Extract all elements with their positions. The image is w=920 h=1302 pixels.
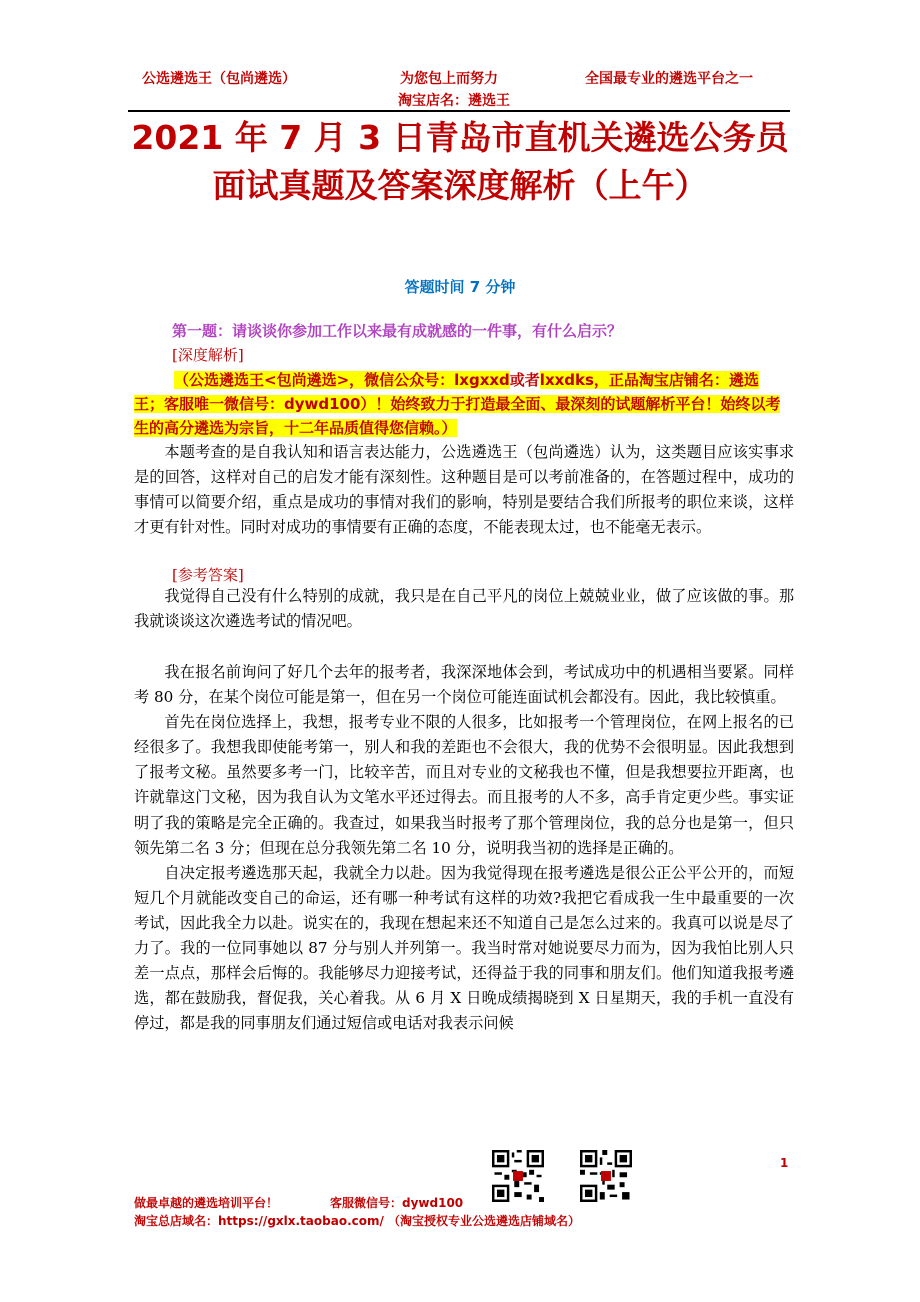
footer-domain-link[interactable]: 淘宝总店域名：https://gxlx.taobao.com/ （淘宝授权专业公选遴选店铺域名） <box>134 1214 581 1228</box>
question-text: 第一题：请谈谈你参加工作以来最有成就感的一件事，有什么启示？ <box>172 322 623 340</box>
title-line-2: 面试真题及答案深度解析（上午） <box>212 166 708 205</box>
analysis-paragraph: 本题考查的是自我认知和语言表达能力，公选遴选王（包尚遴选）认为，这类题目应该实事求是的回答，这样对自己的启发才能有深刻性。这种题目是可以考前准备的，在答题过程中，成功的事情可以简要介绍，重点是成功的事情对我们的影响，特别是要结合我们所报考的职位来谈，这样才更有针对性。同时对成功的事情要有正确的态度，不能表现太过，也不能毫无表示。 <box>134 443 794 537</box>
header-left: 公选遴选王（包尚遴选） <box>142 71 296 87</box>
qr-code-icon <box>580 1150 632 1202</box>
answer-paragraph: 首先在岗位选择上，我想，报考专业不限的人很多，比如报考一个管理岗位，在网上报名的已经很多了。我想我即使能考第一，别人和我的差距也不会很大，我的优势不会很明显。因此我想到了报考文秘。虽然要多考一门，比较辛苦，而且对专业的文秘我也不懂，但是我想要拉开距离，也许就靠这门文秘，因为我自认为文笔水平还过得去。而且报考的人不多，高手肯定更少些。事实证明了我的策略是完全正确的。我查过，如果我当时报考了那个管理岗位，我的总分也是第一，但只领先第二名 3 分；但现在总分我领先第二名 10 分，说明我当初的选择是正确的。 <box>134 713 794 857</box>
header-shop: 淘宝店名：遴选王 <box>398 93 510 109</box>
qr-code-icon <box>492 1150 544 1202</box>
header-center: 为您包上而努力 <box>400 71 498 87</box>
answer-time: 答题时间 7 分钟 <box>404 278 516 296</box>
footer-wechat: 客服微信号：dywd100 <box>330 1196 464 1210</box>
reference-tag: [参考答案] <box>172 566 244 584</box>
promo-part-2: lxxdks，正品淘宝店铺名：遴选王；客服唯一微信号：dywd100）！始终致力于打造最全面、最深刻的试题解析平台！始终以考生的高分遴选为宗旨，十二年品质值得您信赖。） <box>134 371 781 437</box>
answer-paragraph: 自决定报考遴选那天起，我就全力以赴。因为我觉得现在报考遴选是很公正公平公开的，而短短几个月就能改变自己的命运，还有哪一种考试有这样的功效?我把它看成我一生中最重要的一次考试，因此我全力以赴。说实在的，我现在想起来还不知道自己是怎么过来的。我真可以说是尽了力了。我的一位同事她以 87 分与别人并列第一。我当时常对她说要尽力而为，因为我怕比别人只差一点点，那样会后悔的。我能够尽力迎接考试，还得益于我的同事和朋友们。他们知道我报考遴选，都在鼓励我，督促我，关心着我。从 6 月 X 日晚成绩揭晓到 X 日星期天，我的手机一直没有停过，都是我的同事朋友们通过短信或电话对我表示问候 <box>134 863 794 1033</box>
document-title <box>110 114 810 210</box>
analysis-text <box>134 440 794 540</box>
title-line-1: 2021 年 7 月 3 日青岛市直机关遴选公务员 <box>131 118 789 157</box>
analysis-tag: [深度解析] <box>172 346 244 364</box>
promo-block <box>134 368 784 440</box>
answer-paragraph-1-wrap <box>134 584 794 634</box>
answer-paragraph: 我觉得自己没有什么特别的成就，我只是在自己平凡的岗位上兢兢业业，做了应该做的事。那我就谈谈这次遴选考试的情况吧。 <box>134 587 794 631</box>
promo-part-1: （公选遴选王<包尚遴选>，微信公众号：lxgxxd <box>174 371 510 389</box>
footer-slogan: 做最卓越的遴选培训平台！ <box>134 1196 279 1210</box>
answer-paragraph: 我在报名前询问了好几个去年的报考者，我深深地体会到，考试成功中的机遇相当要紧。同样考 80 分，在某个岗位可能是第一，但在另一个岗位可能连面试机会都没有。因此，我比较慎重。 <box>134 663 794 707</box>
promo-or: 或者 <box>509 371 540 389</box>
header-rule <box>128 110 790 112</box>
header-right: 全国最专业的遴选平台之一 <box>585 71 753 87</box>
page-number: 1 <box>780 1156 789 1170</box>
answer-body <box>134 660 794 1036</box>
